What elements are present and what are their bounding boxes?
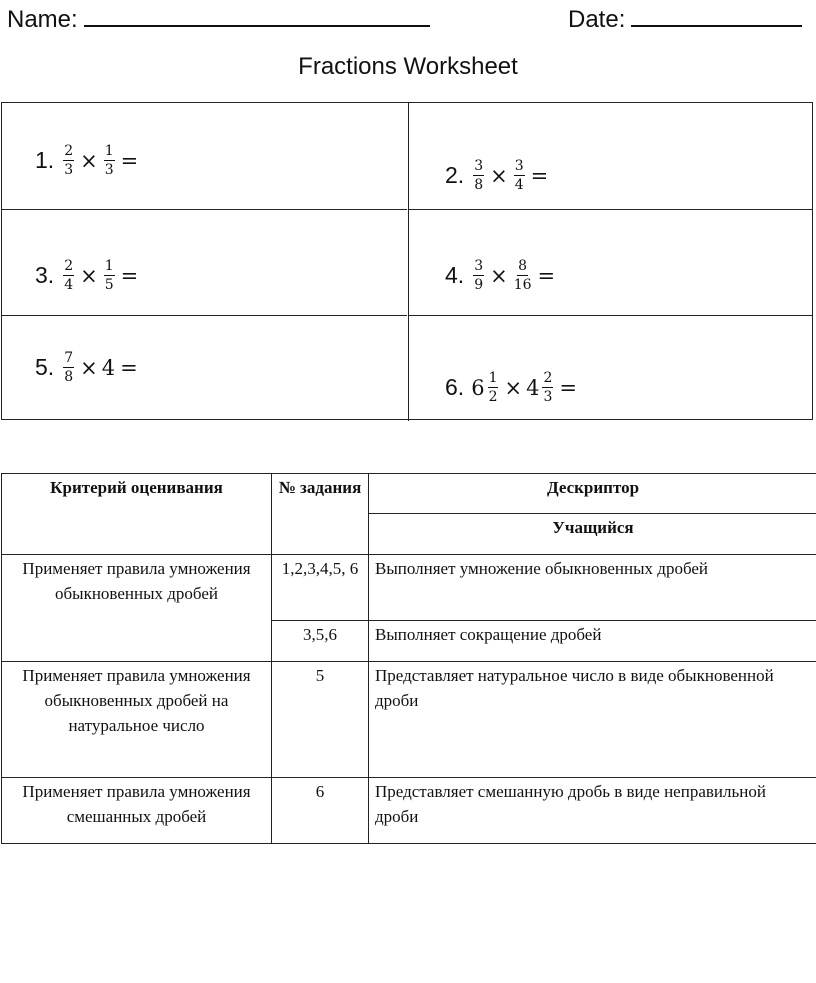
assessment-criteria-table (1, 473, 816, 844)
problem-6 (445, 370, 581, 405)
table-header-row (2, 474, 816, 514)
name-label: Name: (7, 6, 78, 33)
problem-cell-5 (2, 315, 407, 421)
fraction (473, 158, 484, 193)
denominator: 8 (474, 177, 484, 193)
problem-number: 2. (445, 162, 465, 188)
times-sign: × (80, 148, 98, 173)
date-blank-line[interactable] (631, 3, 802, 27)
whole-number: 4 (526, 375, 540, 400)
fraction (63, 143, 74, 178)
problem-number: 6. (445, 374, 465, 400)
fraction (104, 143, 115, 178)
equals-sign: = (120, 148, 139, 173)
numerator: 8 (518, 258, 528, 274)
problem-4 (445, 258, 559, 293)
criterion-cell: Применяет правила умножения смешанных дробей (2, 778, 272, 844)
descriptor-cell: Выполняет сокращение дробей (369, 621, 816, 662)
numerator: 2 (64, 258, 74, 274)
denominator: 3 (543, 389, 553, 405)
fraction (104, 258, 115, 293)
descriptor-cell: Выполняет умножение обыкновенных дробей (369, 555, 816, 621)
numerator: 1 (488, 370, 498, 386)
fraction (63, 258, 74, 293)
denominator: 2 (488, 389, 498, 405)
equals-sign: = (120, 355, 138, 380)
name-blank-line[interactable] (84, 3, 430, 27)
fraction (63, 350, 74, 385)
times-sign: × (490, 163, 508, 188)
problem-cell-6 (408, 315, 813, 421)
equals-sign: = (530, 163, 549, 188)
denominator: 8 (64, 369, 74, 385)
date-label: Date: (568, 6, 626, 33)
numerator: 2 (64, 143, 74, 159)
numerator: 2 (543, 370, 553, 386)
problem-3 (35, 258, 142, 293)
date-field-row (568, 3, 802, 35)
denominator: 5 (104, 277, 114, 293)
times-sign: × (80, 263, 98, 288)
fraction (514, 258, 532, 293)
problem-number: 1. (35, 147, 55, 173)
table-row (2, 778, 816, 844)
denominator: 4 (514, 177, 524, 193)
times-sign: × (80, 355, 98, 380)
problem-cell-1 (2, 103, 407, 209)
whole-number: 4 (101, 355, 116, 380)
page-title: Fractions Worksheet (298, 53, 518, 80)
denominator: 3 (104, 162, 114, 178)
numerator: 1 (104, 143, 114, 159)
problem-grid (1, 102, 813, 420)
task-cell: 6 (272, 778, 369, 844)
header-student: Учащийся (369, 514, 816, 555)
fraction (514, 158, 525, 193)
equals-sign: = (537, 263, 556, 288)
problem-cell-4 (408, 209, 813, 315)
descriptor-cell: Представляет натуральное число в виде обыкновенной дроби (369, 662, 816, 778)
table-row (2, 555, 816, 621)
numerator: 1 (104, 258, 114, 274)
problem-number: 5. (35, 354, 55, 380)
times-sign: × (504, 375, 523, 400)
task-cell: 3,5,6 (272, 621, 369, 662)
equals-sign: = (120, 263, 139, 288)
header-descriptor: Дескриптор (369, 474, 816, 514)
problem-number: 3. (35, 262, 55, 288)
denominator: 4 (64, 277, 74, 293)
fraction (542, 370, 553, 405)
fraction (473, 258, 484, 293)
problem-cell-2 (408, 103, 813, 209)
numerator: 3 (514, 158, 524, 174)
table-row (2, 662, 816, 778)
denominator: 9 (474, 277, 484, 293)
problem-cell-3 (2, 209, 407, 315)
problem-2 (445, 158, 552, 193)
descriptor-cell: Представляет смешанную дробь в виде неправильной дроби (369, 778, 816, 844)
denominator: 16 (513, 277, 532, 293)
criterion-cell: Применяет правила умножения обыкновенных дробей (2, 555, 272, 662)
name-field-row (7, 3, 430, 35)
task-cell: 1,2,3,4,5, 6 (272, 555, 369, 621)
equals-sign: = (559, 375, 577, 400)
whole-number: 6 (471, 375, 485, 400)
fraction (488, 370, 499, 405)
problem-number: 4. (445, 262, 465, 288)
numerator: 3 (474, 158, 484, 174)
criterion-cell: Применяет правила умножения обыкновенных дробей на натуральное число (2, 662, 272, 778)
denominator: 3 (64, 162, 74, 178)
header-criterion: Критерий оценивания (2, 474, 272, 555)
problem-5 (35, 350, 142, 385)
numerator: 3 (474, 258, 484, 274)
numerator: 7 (64, 350, 74, 366)
task-cell: 5 (272, 662, 369, 778)
times-sign: × (490, 263, 508, 288)
header-task-number: № задания (272, 474, 369, 555)
problem-1 (35, 143, 142, 178)
